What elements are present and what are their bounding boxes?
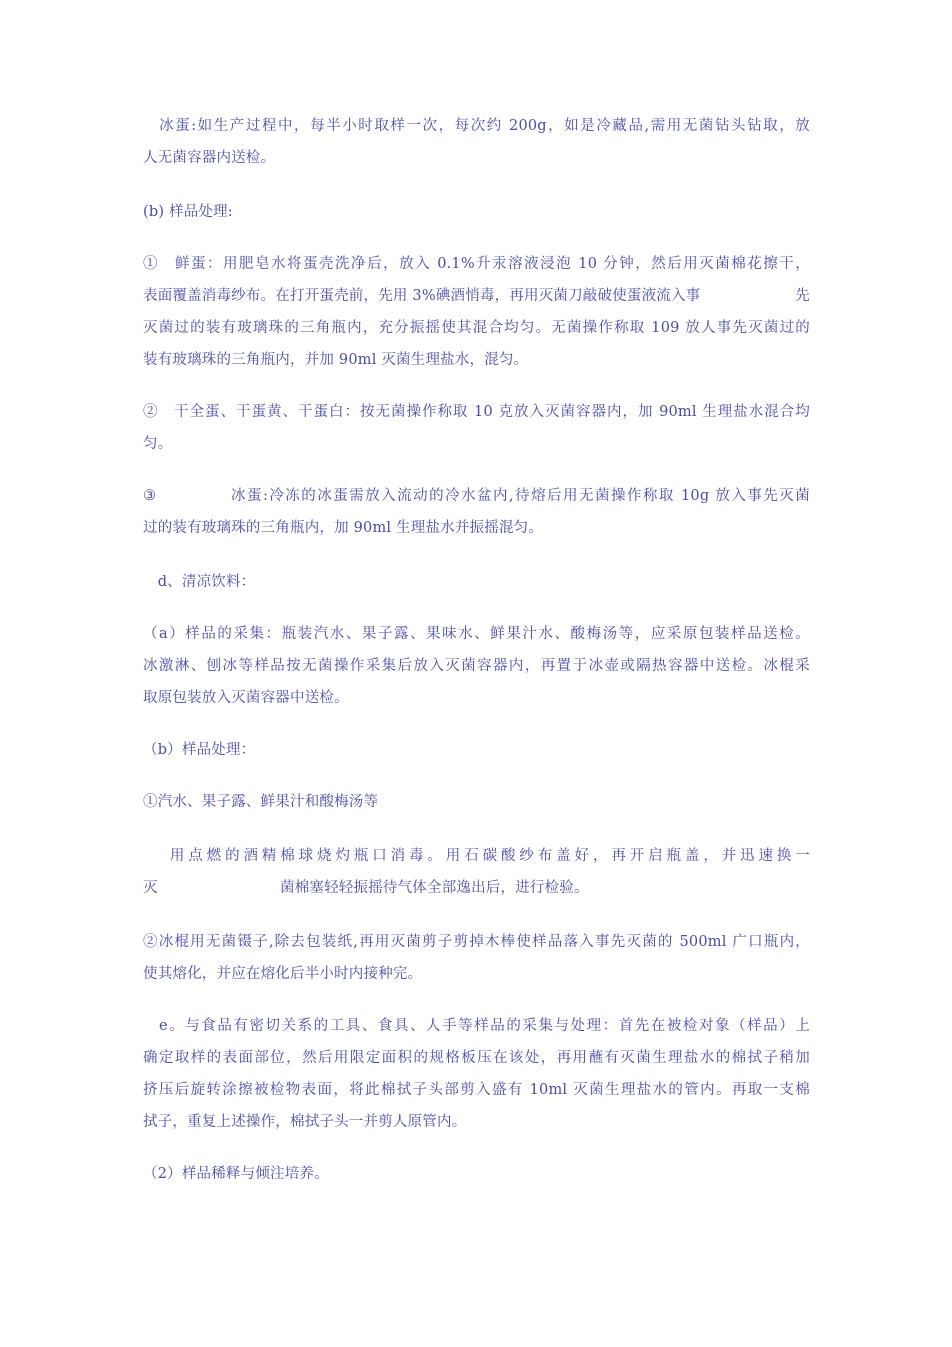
text-segment: 表面覆盖消毒纱布。在打开蛋壳前，先用 3%碘酒悄毒，再用灭菌刀敲破使蛋液流入事	[143, 288, 701, 304]
paragraph-drink-sampling	[143, 618, 810, 714]
text-line: 取原包装放入灭菌容器中送检。	[143, 690, 349, 706]
section-heading-dilution-culture	[143, 1158, 810, 1190]
text-line: ② 干全蛋、干蛋黄、干蛋白：按无菌操作称取 10 克放入灭菌容器内，加 90ml 生理盐水混合均	[143, 404, 810, 420]
text-line: （b）样品处理：	[143, 742, 256, 758]
section-heading-drink-processing	[143, 734, 810, 766]
list-item-soda-juice	[143, 786, 810, 818]
text-line: 装有玻璃珠的三角瓶内，并加 90ml 灭菌生理盐水，混匀。	[143, 352, 529, 368]
text-line: 拭子，重复上述操作，棉拭子头一并剪人原管内。	[143, 1114, 467, 1130]
section-heading-soft-drinks	[143, 566, 810, 598]
text-line: 过的装有玻璃珠的三角瓶内，加 90ml 生理盐水并振摇混匀。	[143, 520, 544, 536]
paragraph-utensil-sampling	[143, 1010, 810, 1138]
text-line: ①汽水、果子露、鲜果汁和酸梅汤等	[143, 794, 379, 810]
text-line	[143, 280, 810, 312]
text-segment: 冰蛋:冷冻的冰蛋需放入流动的冷水盆内,待熔后用无菌操作称取 10g 放入事先灭菌	[231, 488, 810, 504]
text-line: 灭菌过的装有玻璃珠的三角瓶内，充分振摇使其混合均匀。无菌操作称取 109 放人事先灭菌过的	[143, 320, 810, 336]
text-segment: 先	[795, 288, 810, 304]
text-line: 冰激淋、刨冰等样品按无菌操作采集后放入灭菌容器内，再置于冰壶或隔热容器中送检。冰棍采	[143, 658, 810, 674]
section-heading-sample-processing	[143, 196, 810, 228]
text-segment: 灭	[143, 880, 158, 896]
paragraph-frozen-egg-processing	[143, 480, 810, 544]
text-line	[143, 480, 810, 512]
text-line: 用点燃的酒精棉球烧灼瓶口消毒。用石碳酸纱布盖好，再开启瓶盖，并迅速换一	[143, 848, 810, 864]
text-line: d、清凉饮料：	[143, 574, 256, 590]
text-segment: ③	[143, 488, 157, 504]
text-line: （a）样品的采集：瓶装汽水、果子露、果味水、鲜果汁水、酸梅汤等，应采原包装样品送检。	[143, 626, 810, 642]
text-segment: 菌棉塞轻轻振摇待气体全部逸出后，进行检验。	[280, 880, 589, 896]
text-line: e。与食品有密切关系的工具、食具、人手等样品的采集与处理：首先在被检对象（样品）上	[143, 1018, 810, 1034]
text-line: 匀。	[143, 436, 173, 452]
text-line: ②冰棍用无菌镊子,除去包装纸,再用灭菌剪子剪掉木棒使样品落入事先灭菌的 500ml 广口瓶内，	[143, 934, 810, 950]
paragraph-frozen-egg-sampling	[143, 110, 810, 174]
paragraph-ice-pop-processing	[143, 926, 810, 990]
paragraph-fresh-egg-processing	[143, 248, 810, 376]
text-line: 挤压后旋转涂擦被检物表面，将此棉拭子头部剪入盛有 10ml 灭菌生理盐水的管内。再取一支棉	[143, 1082, 810, 1098]
text-line: (b) 样品处理:	[143, 204, 233, 220]
paragraph-dried-egg-processing	[143, 396, 810, 460]
text-line: 使其熔化，并应在熔化后半小时内接种完。	[143, 966, 423, 982]
paragraph-bottle-disinfection	[143, 840, 810, 904]
text-line: 冰蛋:如生产过程中，每半小时取样一次，每次约 200g，如是冷藏品,需用无菌钻头钻取，放	[143, 118, 810, 134]
text-line	[143, 872, 810, 904]
text-line: 人无菌容器内送检。	[143, 150, 276, 166]
text-line: ① 鲜蛋：用肥皂水将蛋壳洗净后，放入 0.1%升汞溶液浸泡 10 分钟，然后用灭菌棉花擦干，	[143, 256, 810, 272]
text-line: （2）样品稀释与倾注培养。	[143, 1166, 329, 1182]
text-line: 确定取样的表面部位，然后用限定面积的规格板压在该处，再用蘸有灭菌生理盐水的棉拭子稍加	[143, 1050, 810, 1066]
